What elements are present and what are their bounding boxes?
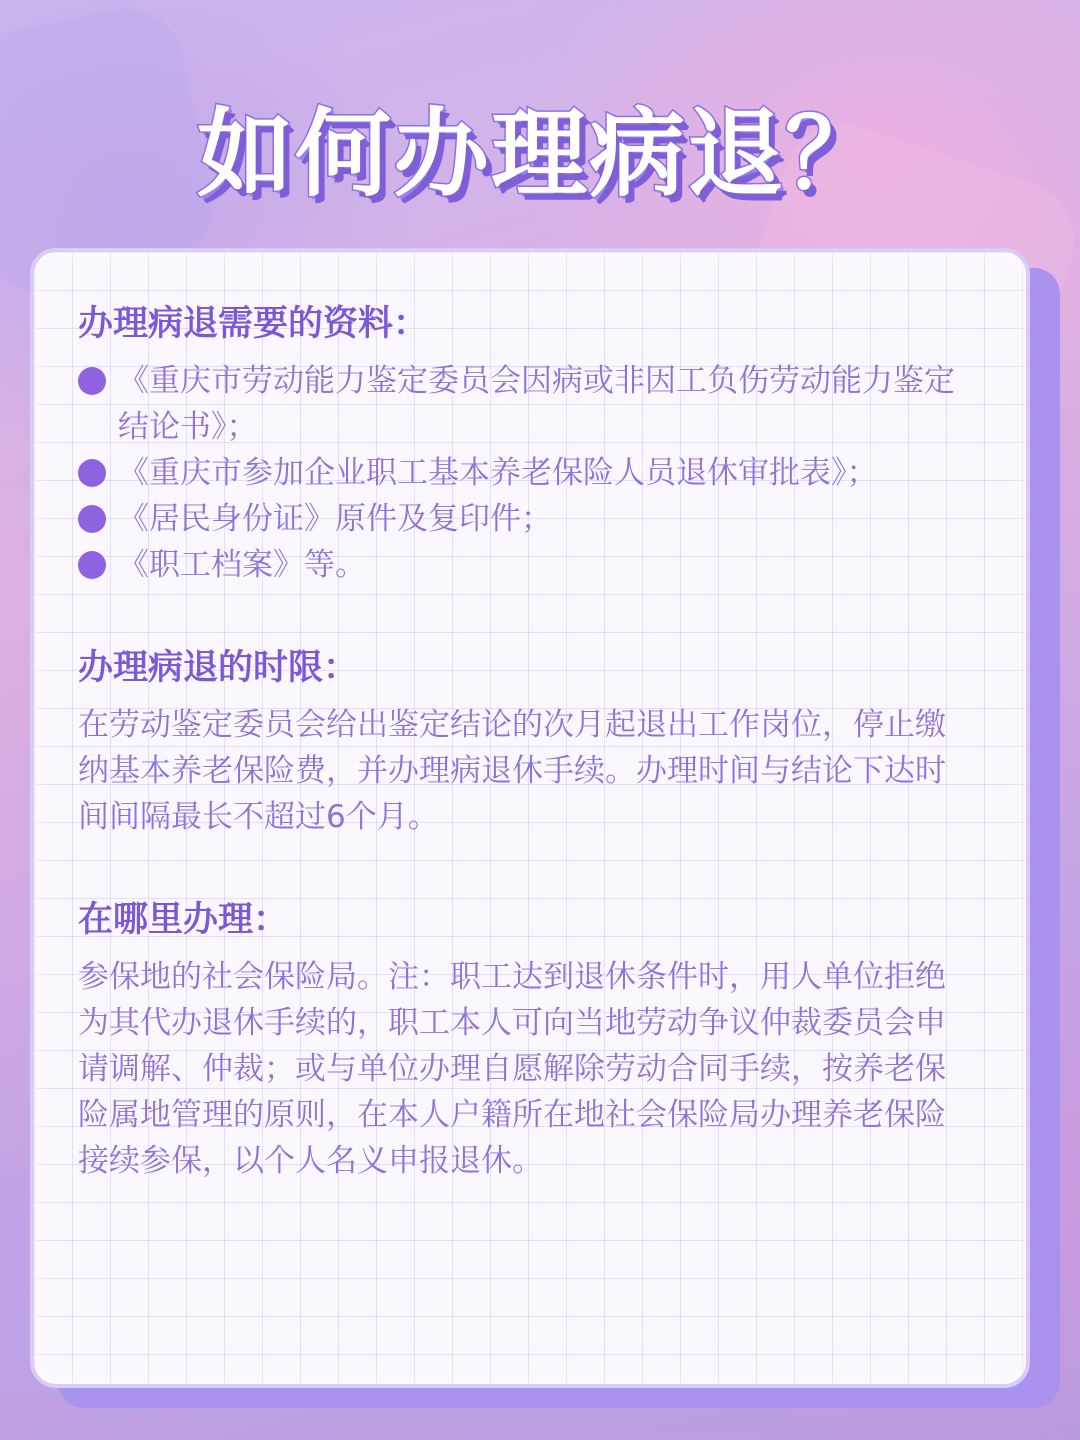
list-item-text: 《职工档案》等。 [118,547,366,583]
list-item [78,450,958,496]
card-content [78,300,958,1240]
section-materials [78,300,958,588]
section-heading: 办理病退需要的资料： [78,304,429,344]
section-heading: 在哪里办理： [78,900,289,940]
list-item-text: 《重庆市参加企业职工基本养老保险人员退休审批表》； [118,455,878,491]
bullet-dot-icon [78,505,106,533]
bullet-dot-icon [78,459,106,487]
bullet-dot-icon [78,367,106,395]
section-heading: 办理病退的时限： [78,648,359,688]
list-item-text: 《重庆市劳动能力鉴定委员会因病或非因工负伤劳动能力鉴定结论书》； [118,363,955,445]
section-body: 在劳动鉴定委员会给出鉴定结论的次月起退出工作岗位，停止缴纳基本养老保险费，并办理病退休手续。办理时间与结论下达时间间隔最长不超过6个月。 [78,707,946,835]
section-where [78,896,958,1184]
page-title: 如何办理病退？ [197,98,883,210]
list-item [78,358,958,450]
section-time-limit [78,644,958,840]
section-body: 参保地的社会保险局。注：职工达到退休条件时，用人单位拒绝为其代办退休手续的，职工本人可向当地劳动争议仲裁委员会申请调解、仲裁；或与单位办理自愿解除劳动合同手续，按养老保险属地管理的原则，在本人户籍所在地社会保险局办理养老保险接续参保，以个人名义申报退休。 [78,959,946,1179]
list-item [78,496,958,542]
list-item-text: 《居民身份证》原件及复印件； [118,501,552,537]
bullet-dot-icon [78,551,106,579]
materials-list [78,358,958,588]
list-item [78,542,958,588]
